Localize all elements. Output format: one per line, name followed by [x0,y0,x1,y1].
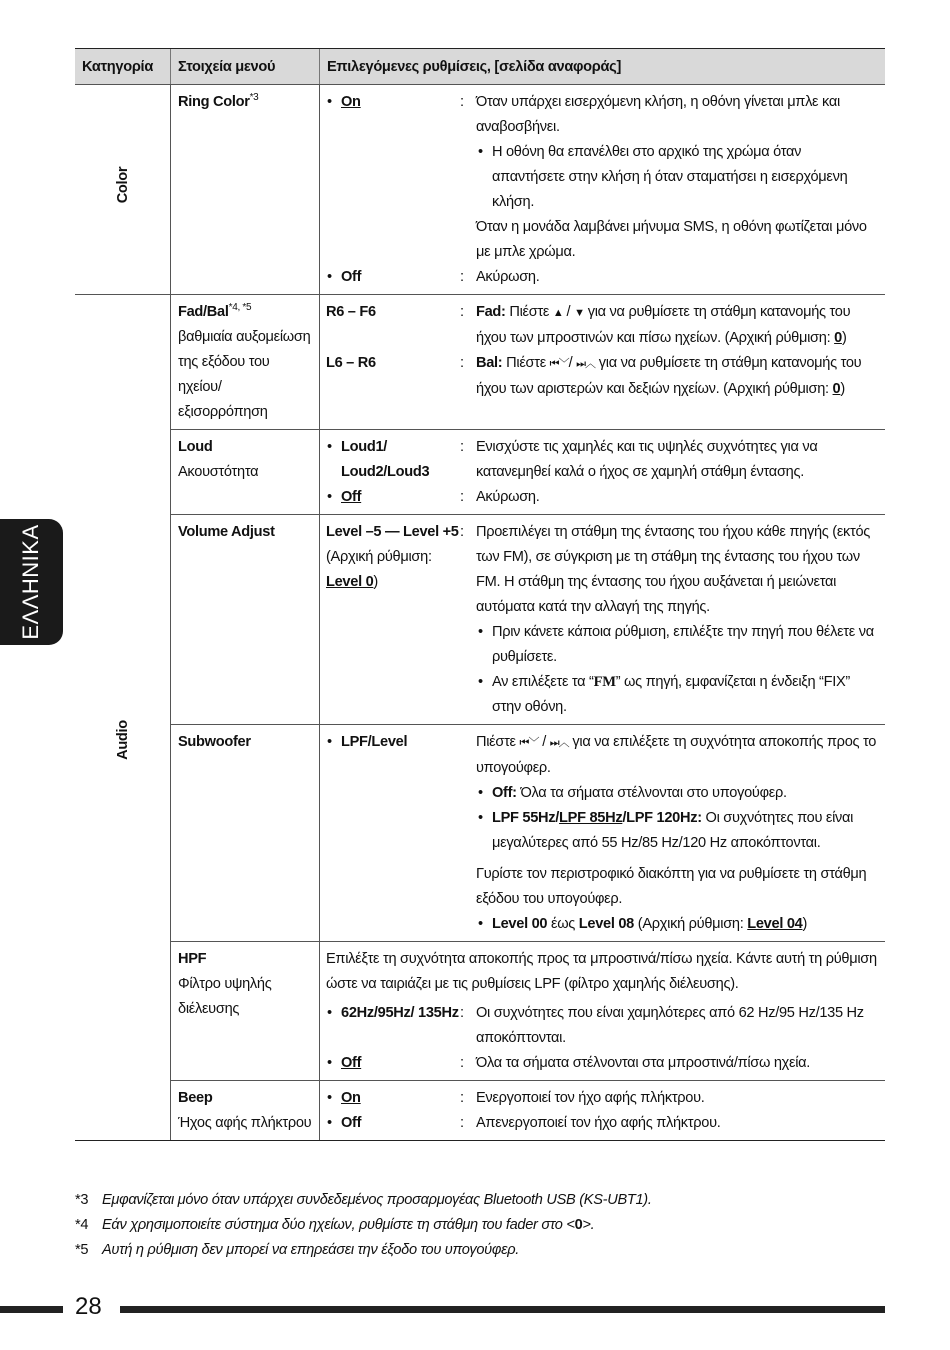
fadbal-r-label: R6 – F6 [326,304,376,320]
ring-color-on-label: On [341,94,361,110]
down-chevron-icon: ﹀ [558,358,569,370]
beep-name: Beep Ήχος αφής πλήκτρου [171,1081,320,1140]
footnote-3: *3 Εμφανίζεται μόνο όταν υπάρχει συνδεδεμένος προσαρμογέας Bluetooth USB (KS-UBT1). [75,1192,652,1208]
fadbal-options: R6 – F6 : Fad: Πιέστε ▲ / ▼ για να ρυθμίσετε τη στάθμη κατανομής του ήχου των μπροστινών και πίσω ηχείων. (Αρχική ρύθμιση: 0) L6 – R6 : Bal: Πιέστε ⏮﹀/ ⏭︿ για να ρυθμίσετε τη στάθμη κατανομής του ήχου των αριστερών και δεξιών ηχείων. (Αρχική ρύθμιση: 0) [326,304,862,397]
volume-adjust-name: Volume Adjust [171,515,320,724]
volume-bullet-1: • Πριν κάνετε κάποια ρύθμιση, επιλέξτε την πηγή που θέλετε να ρυθμίσετε. [476,620,877,670]
ring-color-name: Ring Color$^{*3}$ [171,85,320,294]
volume-desc: Προεπιλέγει τη στάθμη της έντασης του ήχου κάθε πηγής (εκτός των FM), σε σύγκριση με τη στάθμη της έντασης του ήχου των FM. Η στάθμη της έντασης του ήχου αυξάνεται ή μειώνεται αυτόματα κατά την αλλαγή της πηγής. [476,524,871,615]
fadbal-desc: βαθμιαία αυξομείωση της εξόδου του ηχείου/ εξισορρόπηση [178,329,311,420]
prev-track-icon: ⏮ [519,737,529,749]
loud-name: Loud Ακουστότητα [171,430,320,514]
page-number: 28 [75,1293,102,1320]
hpf-desc: Φίλτρο υψηλής διέλευσης [178,976,272,1017]
beep-on-label: On [341,1090,361,1106]
volume-bullet-2: • Αν επιλέξετε τα “FM” ως πηγή, εμφανίζεται η ένδειξη “FIX” στην οθόνη. [476,670,877,720]
up-chevron-icon: ︿ [585,358,595,370]
down-chevron-icon: ﹀ [528,737,539,749]
color-group [75,85,885,294]
up-triangle-icon: ▲ [552,307,563,319]
footnote-4: *4 Εάν χρησιμοποιείτε σύστημα δύο ηχείων, ρυθμίστε τη στάθμη του fader στο <0>. [75,1217,595,1233]
color-category [75,85,171,294]
settings-table [75,48,885,1141]
loud-desc: Ακουστότητα [178,464,259,480]
down-triangle-icon: ▼ [574,307,584,319]
color-category-label: Color [114,166,131,204]
subwoofer-level-desc: Γυρίστε τον περιστροφικό διακόπτη για να ρυθμίσετε τη στάθμη εξόδου του υπογούφερ. [476,866,867,907]
footer-bar-left [0,1306,63,1313]
loud-opt1-label: Loud1/ Loud2/Loud3 [341,439,430,480]
hpf-off-desc: Όλα τα σήματα στέλνονται στα μπροστινά/πίσω ηχεία. [476,1055,811,1071]
loud-options: • Loud1/ Loud2/Loud3 : Ενισχύστε τις χαμηλές και τις υψηλές συχνότητες για να κατανεμηθεί καλά ο ήχος σε χαμηλή στάθμη έντασης. • Off : Ακύρωση. [320,430,885,514]
subwoofer-row [171,724,885,941]
ring-color-on-bullet: • Η οθόνη θα επανέλθει στο αρχικό της χρώμα όταν απαντήσετε στην κλήση ή όταν σταματήσει η εισερχόμενη κλήση. [476,140,877,215]
page-footer [0,1293,950,1322]
ring-color-on-desc: Όταν υπάρχει εισερχόμενη κλήση, η οθόνη γίνεται μπλε και αναβοσβήνει. [476,94,840,135]
volume-adjust-options: Level –5 — Level +5 (Αρχική ρύθμιση: Level 0) : Προεπιλέγει τη στάθμη της έντασης του ήχου κάθε πηγής (εκτός των FM), σε σύγκριση με τη στάθμη της έντασης του ήχου των FM. Η στάθμη της έντασης του ήχου αυξάνεται ή μειώνεται αυτόματα κατά την αλλαγή της πηγής. • Πριν κάνετε κάποια ρύθμιση, επιλέξτε την πηγή που θέλετε να ρυθμίσετε. • Αν επιλέξετε τα “FM” ως πηγή, εμφανίζεται η ένδειξη “FIX” στην οθόνη. [320,515,885,724]
subwoofer-options: • LPF/Level Πιέστε ⏮﹀ / ⏭︿ για να επιλέξετε τη συχνότητα αποκοπής προς το υπογούφερ. • Off: Όλα τα σήματα στέλνονται στο υπογούφερ. • LPF 55Hz/LPF 85Hz/LPF 120Hz: Οι συχνότητες που είναι μεγαλύτερες από 55 Hz/85 Hz/120 Hz αποκόπτονται. Γυρίστε τον περιστροφικό διακόπτη για να ρυθμίσετε τη στάθμη εξόδου του υπογούφερ. • Level 00 έως Level 08 (Αρχική ρύθμιση: Level 04) [320,725,885,941]
volume-adjust-row [171,514,885,724]
beep-off-desc: Απενεργοποιεί τον ήχο αφής πλήκτρου. [476,1115,721,1131]
beep-off-label: Off [341,1115,362,1131]
footer-bar-right [120,1306,885,1313]
audio-category-label: Audio [114,720,131,760]
hpf-off-label: Off [341,1055,362,1071]
fadbal-row [171,295,885,429]
hpf-opt1-label: 62Hz/95Hz/ 135Hz [341,1005,459,1021]
beep-options: • On : Ενεργοποιεί τον ήχο αφής πλήκτρου. • Off : Απενεργοποιεί τον ήχο αφής πλήκτρου. [320,1081,885,1140]
ring-color-off-label: Off [341,269,362,285]
beep-row [171,1080,885,1140]
subwoofer-level-bullet: • Level 00 έως Level 08 (Αρχική ρύθμιση: Level 04) [476,912,877,937]
hpf-row [171,941,885,1080]
loud-off-desc: Ακύρωση. [476,489,540,505]
ring-color-sms-desc: Όταν η μονάδα λαμβάνει μήνυμα SMS, η οθόνη φωτίζεται μόνο με μπλε χρώμα. [476,219,867,260]
hpf-name: HPF Φίλτρο υψηλής διέλευσης [171,942,320,1080]
header-menu-items: Στοιχεία μενού [171,49,320,84]
volume-range: Level –5 — Level +5 [326,524,459,540]
header-category: Κατηγορία [75,49,171,84]
beep-on-desc: Ενεργοποιεί τον ήχο αφής πλήκτρου. [476,1090,705,1106]
subwoofer-lpf-bullet: • LPF 55Hz/LPF 85Hz/LPF 120Hz: Οι συχνότητες που είναι μεγαλύτερες από 55 Hz/85 Hz/120 Hz αποκόπτονται. [476,806,877,856]
loud-opt1-desc: Ενισχύστε τις χαμηλές και τις υψηλές συχνότητες για να κατανεμηθεί καλά ο ήχος σε χαμηλή στάθμη έντασης. [476,439,818,480]
footnotes [75,1188,885,1263]
loud-row [171,429,885,514]
audio-category [75,295,171,1140]
table-header [75,49,885,85]
hpf-options: Επιλέξτε τη συχνότητα αποκοπής προς τα μπροστινά/πίσω ηχεία. Κάντε αυτή τη ρύθμιση ώστε να ταιριάζει με τις ρυθμίσεις LPF (φίλτρο χαμηλής διέλευσης). • 62Hz/95Hz/ 135Hz : Οι συχνότητες που είναι χαμηλότερες από 62 Hz/95 Hz/135 Hz αποκόπτονται. • Off : Όλα τα σήματα στέλνονται στα μπροστινά/πίσω ηχεία. [320,942,885,1080]
fadbal-name: Fad/Bal$^{*4, *5}$ βαθμιαία αυξομείωση της εξόδου του ηχείου/ εξισορρόπηση [171,295,320,429]
audio-group [75,294,885,1140]
header-settings: Επιλεγόμενες ρυθμίσεις, [σελίδα αναφοράς] [327,58,622,75]
loud-off-label: Off [341,489,362,505]
next-track-icon: ⏭ [576,358,585,370]
language-tab-label: ΕΛΛΗΝΙΚΑ [18,524,43,640]
subwoofer-name: Subwoofer [171,725,320,941]
next-track-icon: ⏭ [549,737,559,749]
footnote-5: *5 Αυτή η ρύθμιση δεν μπορεί να επηρεάσει την έξοδο του υπογούφερ. [75,1242,520,1258]
prev-track-icon: ⏮ [549,358,559,370]
ring-color-off-desc: Ακύρωση. [476,269,540,285]
beep-desc: Ήχος αφής πλήκτρου [178,1115,312,1131]
subwoofer-off-bullet: • Off: Όλα τα σήματα στέλνονται στο υπογούφερ. [476,781,877,806]
hpf-intro: Επιλέξτε τη συχνότητα αποκοπής προς τα μπροστινά/πίσω ηχεία. Κάντε αυτή τη ρύθμιση ώστε να ταιριάζει με τις ρυθμίσεις LPF (φίλτρο χαμηλής διέλευσης). [326,951,877,992]
fadbal-l-label: L6 – R6 [326,355,376,371]
ring-color-options: • On : Όταν υπάρχει εισερχόμενη κλήση, η οθόνη γίνεται μπλε και αναβοσβήνει. • Η οθόνη θα επανέλθει στο αρχικό της χρώμα όταν απαντήσετε στην κλήση ή όταν σταματήσει η εισερχόμενη κλήση. Όταν η μονάδα λαμβάνει μήνυμα SMS, η οθόνη φωτίζεται μόνο με μπλε χρώμα. • Off : Ακύρωση. [320,85,885,294]
hpf-opt1-desc: Οι συχνότητες που είναι χαμηλότερες από 62 Hz/95 Hz/135 Hz αποκόπτονται. [476,1005,864,1046]
up-chevron-icon: ︿ [558,737,569,749]
ring-color-row [171,85,885,294]
subwoofer-opt-label: LPF/Level [341,734,408,750]
language-tab [0,519,63,645]
